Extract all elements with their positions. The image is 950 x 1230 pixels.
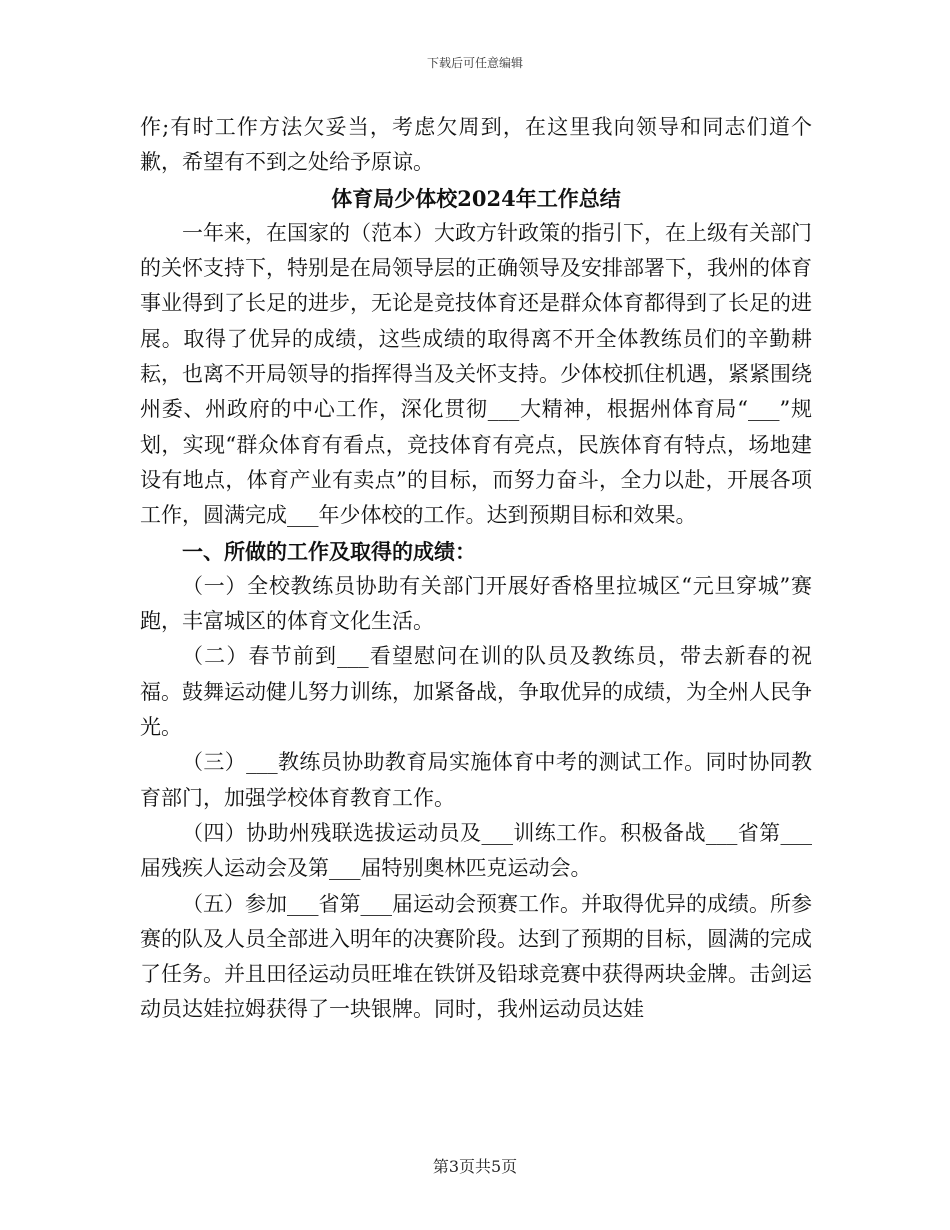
- page-footer: 第3页共5页: [432, 1157, 518, 1176]
- document-title: 体育局少体校2024年工作总结: [331, 185, 621, 211]
- page-header: 下载后可任意编辑: [426, 56, 523, 70]
- list-item: （二）春节前到___看望慰问在训的队员及教练员，带去新春的祝福。鼓舞运动健儿努力训练，加紧备战，争取优异的成绩，为全州人民争光。: [140, 644, 812, 740]
- list-item: （一）全校教练员协助有关部门开展好香格里拉城区“元旦穿城”赛跑，丰富城区的体育文化生活。: [140, 573, 812, 634]
- list-item: （三）___教练员协助教育局实施体育中考的测试工作。同时协同教育部门，加强学校体育教育工作。: [140, 750, 812, 810]
- document-body: [140, 110, 812, 1028]
- continuation-paragraph: 作;有时工作方法欠妥当，考虑欠周到，在这里我向领导和同志们道个歉，希望有不到之处给予原谅。: [140, 115, 812, 175]
- list-item: （五）参加___省第___届运动会预赛工作。并取得优异的成绩。所参赛的队及人员全部进入明年的决赛阶段。达到了预期的目标，圆满的完成了任务。并且田径运动员旺堆在铁饼及铅球竞赛中获得两块金牌。击剑运动员达娃拉姆获得了一块银牌。同时，我州运动员达娃: [140, 891, 812, 1022]
- list-item: （四）协助州残联选拔运动员及___训练工作。积极备战___省第___届残疾人运动会及第___届特别奥林匹克运动会。: [140, 820, 812, 881]
- intro-paragraph: 一年来，在国家的（范本）大政方针政策的指引下，在上级有关部门的关怀支持下，特别是在局领导层的正确领导及安排部署下，我州的体育事业得到了长足的进步，无论是竞技体育还是群众体育都得到了长足的进展。取得了优异的成绩，这些成绩的取得离不开全体教练员们的辛勤耕耘，也离不开局领导的指挥得当及关怀支持。少体校抓住机遇，紧紧围绕州委、州政府的中心工作，深化贯彻___大精神，根据州体育局“___”规划，实现“群众体育有看点，竞技体育有亮点，民族体育有特点，场地建设有地点，体育产业有卖点”的目标，而努力奋斗，全力以赴，开展各项工作，圆满完成___年少体校的工作。达到预期目标和效果。: [140, 220, 812, 528]
- section-heading: 一、所做的工作及取得的成绩：: [182, 538, 476, 564]
